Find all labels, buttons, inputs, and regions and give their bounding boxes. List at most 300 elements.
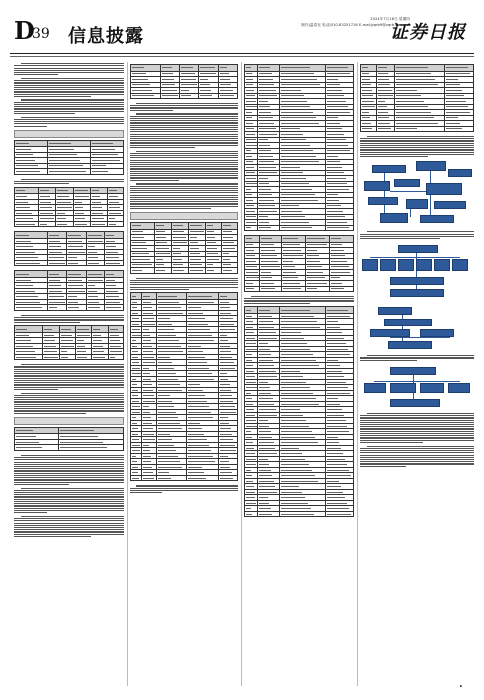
flowchart-box [434, 201, 466, 209]
flowchart-box [390, 367, 436, 375]
text-line [14, 466, 124, 467]
text-line [21, 99, 124, 100]
text-line [21, 364, 124, 365]
table-cell [141, 475, 156, 481]
text-line [130, 199, 238, 200]
text-paragraph [244, 296, 354, 304]
text-line [130, 142, 238, 143]
text-line [14, 494, 124, 495]
data-table [14, 325, 124, 360]
section-number: 39 [32, 26, 50, 42]
flowchart-box [394, 179, 420, 187]
text-line [360, 437, 474, 438]
footer-mark: ▪ [459, 684, 462, 688]
text-line [360, 450, 474, 451]
table-cell [160, 93, 179, 99]
text-line [360, 431, 474, 432]
text-line [14, 113, 75, 114]
text-paragraph [130, 183, 238, 209]
text-line [14, 91, 124, 92]
text-line [14, 397, 124, 398]
text-line [130, 188, 238, 189]
text-line [14, 68, 124, 69]
text-line [130, 110, 173, 111]
text-line [136, 278, 238, 279]
text-line [14, 527, 124, 528]
text-line [360, 457, 474, 458]
text-paragraph [360, 446, 474, 467]
table-cell [245, 225, 258, 231]
text-paragraph [14, 488, 124, 514]
table-cell [73, 221, 90, 227]
flowchart-box [384, 319, 432, 326]
table-cell [76, 354, 92, 360]
table-row [245, 511, 354, 517]
column-4 [360, 62, 474, 686]
table-cell [59, 354, 75, 360]
text-line [130, 153, 238, 154]
column-divider [241, 62, 242, 686]
text-line [130, 160, 238, 161]
text-line [14, 503, 124, 504]
table-cell [15, 221, 39, 227]
text-line [14, 395, 124, 396]
table-cell [394, 126, 444, 132]
flowchart-box [390, 383, 416, 393]
text-line [130, 186, 238, 187]
table-cell [67, 305, 87, 311]
text-line [14, 484, 69, 485]
table-cell [15, 260, 48, 266]
text-line [14, 389, 58, 390]
text-paragraph [14, 455, 124, 485]
text-line [14, 378, 124, 379]
table-cell [260, 286, 282, 292]
text-line [21, 63, 124, 64]
text-line [21, 117, 124, 118]
data-table [14, 427, 124, 451]
text-paragraph [360, 355, 474, 361]
flowchart-box [420, 329, 454, 337]
text-line [21, 455, 124, 456]
data-table [244, 235, 354, 292]
text-line [360, 417, 474, 418]
table-cell [221, 268, 237, 274]
data-table [14, 270, 124, 311]
text-paragraph [14, 78, 124, 97]
text-line [360, 448, 474, 449]
text-line [14, 317, 124, 318]
text-line [14, 121, 124, 122]
flowchart-box [364, 383, 386, 393]
text-line [360, 140, 474, 141]
text-line [130, 155, 238, 156]
text-line [14, 408, 124, 409]
text-line [14, 520, 124, 521]
text-line [136, 183, 238, 184]
text-line [14, 505, 124, 506]
table-cell [67, 260, 87, 266]
text-line [14, 508, 124, 509]
header-rule [10, 56, 474, 57]
table-cell [279, 225, 325, 231]
text-line [14, 499, 124, 500]
flowchart-box [448, 383, 470, 393]
text-line [360, 463, 474, 464]
text-line [14, 380, 124, 381]
table-cell [58, 445, 123, 451]
flowchart-box [388, 341, 432, 349]
text-line [360, 442, 423, 443]
text-line [14, 525, 124, 526]
flowchart-box [370, 329, 410, 337]
table-heading [14, 417, 124, 425]
text-line [130, 120, 238, 121]
table-row [361, 126, 474, 132]
text-line [14, 384, 124, 385]
text-line [14, 501, 124, 502]
table-cell [325, 225, 353, 231]
table-cell [107, 221, 123, 227]
table-cell [131, 268, 155, 274]
flowchart-box [378, 307, 412, 315]
data-table [130, 292, 238, 481]
text-paragraph [130, 103, 238, 111]
table-cell [245, 511, 258, 517]
table-row [15, 354, 124, 360]
text-line [14, 382, 124, 383]
column-divider [357, 62, 358, 686]
table-cell [56, 221, 73, 227]
text-line [130, 201, 238, 202]
text-line [14, 82, 124, 83]
text-line [14, 410, 124, 411]
table-heading [130, 212, 238, 220]
text-line [130, 145, 238, 146]
table-row [131, 268, 238, 274]
text-line [14, 468, 124, 469]
data-table [244, 306, 354, 517]
contact-line: 制作|温春光 电话|010-83251716 E-mail|zqrb9@zqrb.sina.net [301, 23, 410, 27]
text-line [360, 461, 474, 462]
text-line [244, 298, 354, 299]
text-line [14, 529, 124, 530]
text-line [14, 477, 124, 478]
text-line [14, 518, 124, 519]
flowchart-connector [390, 337, 450, 338]
flowchart-box [398, 259, 414, 271]
text-line [136, 113, 238, 114]
text-line [14, 523, 124, 524]
table-cell [91, 221, 107, 227]
text-paragraph [14, 63, 124, 75]
text-paragraph [130, 113, 238, 148]
text-line [130, 134, 238, 135]
table-cell [180, 93, 199, 99]
text-line [130, 147, 195, 148]
text-line [360, 428, 474, 429]
table-cell [282, 286, 306, 292]
table-cell [329, 286, 353, 292]
flowchart-connector [384, 173, 385, 213]
text-line [360, 459, 474, 460]
table-cell [444, 126, 473, 132]
text-paragraph [360, 136, 474, 157]
table-cell [131, 93, 161, 99]
text-line [14, 387, 124, 388]
text-paragraph [130, 485, 238, 493]
text-paragraph [14, 117, 124, 127]
table-cell [199, 93, 218, 99]
text-line [14, 531, 124, 532]
table-row [245, 225, 354, 231]
text-line [130, 488, 238, 489]
flowchart-box [368, 197, 398, 205]
text-line [14, 459, 124, 460]
table-cell [306, 286, 330, 292]
flowchart-connector [370, 257, 460, 258]
text-line [130, 192, 238, 193]
text-line [130, 138, 238, 139]
text-paragraph [14, 99, 124, 114]
text-line [14, 404, 124, 405]
table-row [15, 445, 124, 451]
section-letter: D [14, 16, 34, 45]
flowchart-box [406, 199, 428, 209]
text-line [130, 107, 238, 108]
text-paragraph [14, 516, 124, 537]
text-line [360, 433, 474, 434]
flowchart [360, 161, 474, 227]
table-cell [47, 169, 91, 175]
text-line [130, 157, 238, 158]
text-line [14, 65, 124, 66]
text-line [130, 492, 162, 493]
text-line [360, 145, 474, 146]
text-line [367, 413, 474, 414]
text-line [14, 496, 124, 497]
text-line [360, 452, 474, 453]
flowchart-box [426, 183, 462, 195]
flowchart-box [372, 165, 406, 173]
masthead [10, 10, 474, 54]
text-line [360, 147, 474, 148]
text-line [130, 180, 179, 181]
text-line [14, 126, 47, 127]
table-row [15, 169, 124, 175]
table-cell [47, 305, 67, 311]
text-line [130, 284, 238, 285]
text-line [130, 208, 211, 209]
text-line [21, 488, 124, 489]
text-line [14, 373, 124, 374]
text-line [130, 282, 238, 283]
text-line [130, 289, 189, 290]
text-paragraph [360, 231, 474, 239]
text-line [14, 181, 124, 182]
table-cell [376, 126, 394, 132]
data-table [244, 64, 354, 231]
text-line [14, 80, 124, 81]
flowchart-connector [374, 381, 460, 382]
data-table [14, 231, 124, 266]
data-table [360, 64, 474, 132]
text-line [14, 413, 86, 414]
text-line [14, 534, 124, 535]
text-line [360, 138, 474, 139]
text-line [14, 457, 124, 458]
text-line [360, 466, 406, 467]
text-line [14, 70, 124, 71]
text-line [360, 426, 474, 427]
flowchart-box [364, 181, 390, 191]
table-cell [92, 354, 108, 360]
text-line [136, 103, 238, 104]
text-line [14, 536, 91, 537]
flowchart-box [420, 383, 444, 393]
table-cell [108, 354, 123, 360]
text-line [14, 475, 124, 476]
data-table [14, 140, 124, 175]
text-line [360, 455, 474, 456]
text-line [14, 490, 124, 491]
table-cell [91, 169, 124, 175]
text-paragraph [360, 413, 474, 443]
table-cell [218, 93, 237, 99]
flowchart-box [390, 399, 440, 407]
table-row [245, 286, 354, 292]
table-cell [361, 126, 377, 132]
text-line [130, 162, 238, 163]
text-line [360, 154, 474, 155]
text-line [360, 149, 474, 150]
text-line [130, 206, 238, 207]
text-paragraph [14, 315, 124, 323]
text-line [130, 164, 238, 165]
text-paragraph [130, 278, 238, 290]
text-line [251, 296, 354, 297]
text-line [21, 393, 124, 394]
text-line [14, 369, 124, 370]
text-line [21, 315, 124, 316]
flowchart-box [420, 215, 454, 223]
text-line [14, 473, 124, 474]
table-cell [86, 260, 105, 266]
table-cell [218, 475, 237, 481]
flowchart-box [416, 259, 432, 271]
table-heading [14, 130, 124, 138]
header-meta [260, 16, 410, 28]
text-line [14, 106, 124, 107]
newspaper-logo: 证券日报 [390, 22, 466, 43]
text-line [14, 183, 69, 184]
table-cell [105, 260, 124, 266]
text-line [14, 72, 124, 73]
text-line [360, 357, 474, 358]
table-cell [205, 268, 221, 274]
text-line [21, 78, 124, 79]
text-line [130, 127, 238, 128]
text-line [14, 74, 58, 75]
table-cell [186, 475, 218, 481]
text-line [14, 399, 124, 400]
text-line [360, 424, 474, 425]
text-line [130, 203, 238, 204]
column-3 [244, 62, 354, 686]
text-line [130, 195, 238, 196]
flowchart [360, 365, 474, 409]
text-line [14, 94, 124, 95]
flowchart-box [362, 259, 378, 271]
text-line [367, 136, 474, 137]
section-title: 信息披露 [68, 26, 144, 47]
text-line [360, 422, 474, 423]
text-line [360, 234, 474, 235]
text-paragraph [14, 393, 124, 414]
table-cell [325, 511, 353, 517]
text-line [360, 440, 474, 441]
table-cell [245, 286, 260, 292]
text-line [360, 435, 474, 436]
text-line [130, 125, 238, 126]
text-line [14, 470, 124, 471]
flowchart-box [452, 259, 468, 271]
table-cell [86, 305, 105, 311]
text-line [130, 118, 238, 119]
text-line [244, 303, 310, 304]
text-line [130, 171, 238, 172]
text-line [14, 479, 124, 480]
newspaper-page [10, 10, 474, 692]
table-cell [15, 445, 59, 451]
text-line [14, 123, 124, 124]
text-line [367, 355, 474, 356]
table-cell [188, 268, 205, 274]
flowchart [360, 243, 474, 301]
table-cell [171, 268, 188, 274]
text-line [360, 143, 474, 144]
table-cell [38, 221, 55, 227]
text-line [14, 462, 124, 463]
text-line [360, 152, 474, 153]
text-line [14, 510, 124, 511]
text-line [130, 490, 238, 491]
text-line [14, 464, 124, 465]
flowchart-box [380, 213, 408, 223]
date-line: 2024年7月16日 星期四 [370, 17, 410, 21]
text-line [14, 406, 124, 407]
flowchart-box [434, 259, 450, 271]
text-line [360, 415, 474, 416]
text-line [360, 236, 474, 237]
text-line [136, 485, 238, 486]
text-line [130, 122, 238, 123]
table-cell [258, 225, 280, 231]
text-line [14, 482, 124, 483]
text-line [360, 420, 474, 421]
table-cell [15, 169, 48, 175]
flowchart-box [380, 259, 396, 271]
text-line [130, 136, 238, 137]
text-paragraph [130, 151, 238, 181]
text-line [14, 512, 47, 513]
text-line [14, 375, 124, 376]
data-table [130, 64, 238, 99]
flowchart-box [398, 245, 438, 253]
data-table [14, 187, 124, 228]
flowchart-box [390, 289, 444, 297]
text-line [14, 319, 124, 320]
